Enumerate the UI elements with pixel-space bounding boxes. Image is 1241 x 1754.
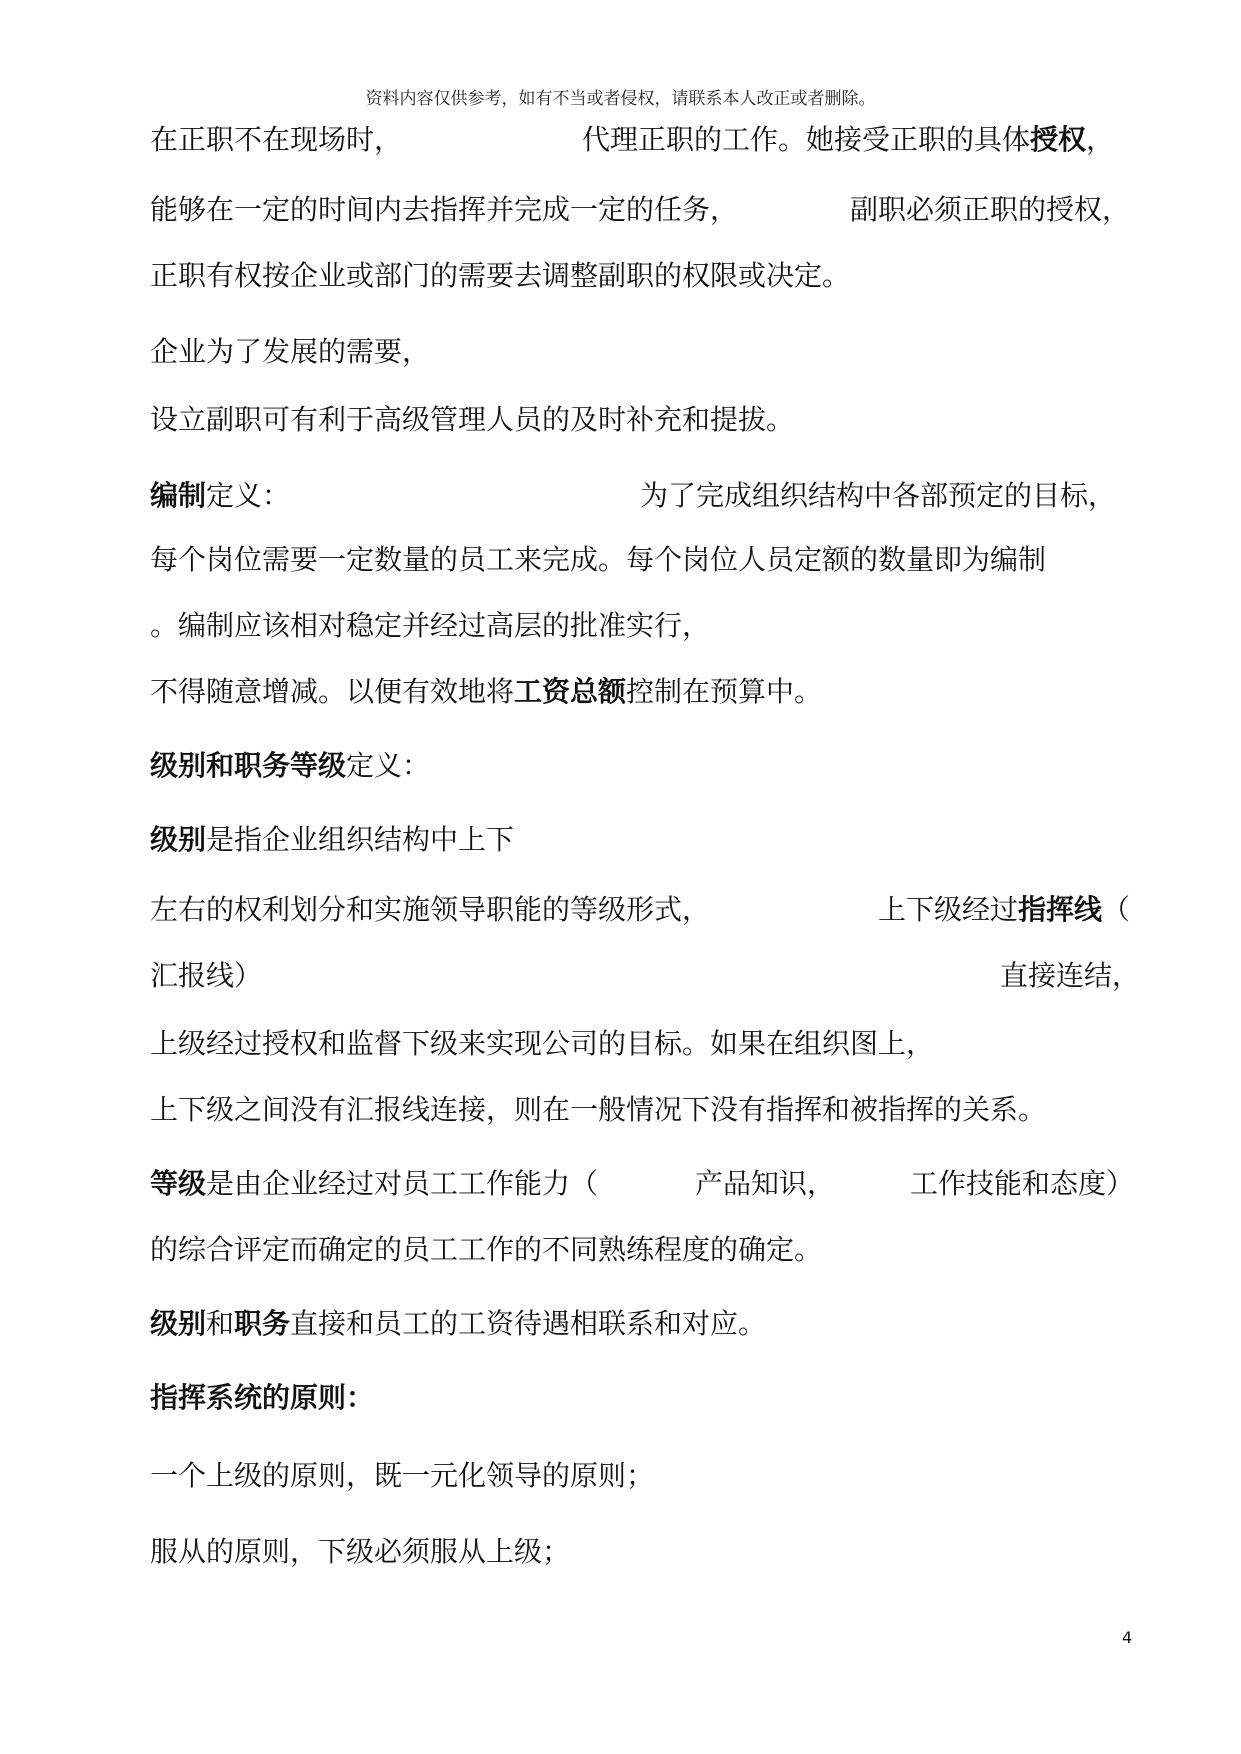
text-span: 汇报线）: [150, 959, 263, 992]
text-span: 是指企业组织结构中上下: [206, 823, 515, 856]
text-span: 左右的权利划分和实施领导职能的等级形式，: [150, 893, 711, 926]
text-span: 代理正职的工作。她接受正职的具体: [582, 123, 1031, 156]
text-line: 每个岗位需要一定数量的员工来完成。每个岗位人员定额的数量即为编制: [150, 543, 1047, 576]
bold-term: 工资总额: [514, 675, 627, 708]
text-line: [150, 956, 1140, 996]
bold-term: 等级: [150, 1167, 207, 1200]
text-span: 不得随意增减。以便有效地将: [150, 675, 515, 708]
text-span: 副职必须正职的授权，: [850, 193, 1131, 226]
text-line: 上级经过授权和监督下级来实现公司的目标。如果在组织图上，: [150, 1027, 935, 1060]
text-line: [150, 672, 1140, 712]
text-line: 。编制应该相对稳定并经过高层的批准实行，: [150, 609, 711, 642]
text-span: [582, 120, 1114, 160]
text-span: 能够在一定的时间内去指挥并完成一定的任务，: [150, 193, 739, 226]
text-line: [150, 746, 1140, 786]
text-line: 的综合评定而确定的员工工作的不同熟练程度的确定。: [150, 1233, 823, 1266]
text-line: [150, 120, 1140, 160]
text-span: 上下级经过: [878, 893, 1019, 926]
text-line: [150, 190, 1140, 230]
text-span: （: [1102, 893, 1131, 926]
text-span: ，: [1086, 123, 1115, 156]
text-span: 直接连结，: [1000, 959, 1141, 992]
bold-term: 级别和职务等级: [150, 749, 347, 782]
text-line: 服从的原则，下级必须服从上级；: [150, 1535, 571, 1568]
bold-term: 级别: [150, 1307, 207, 1340]
text-line: 上下级之间没有汇报线连接，则在一般情况下没有指挥和被指挥的关系。: [150, 1093, 1047, 1126]
text-line: [150, 890, 1140, 930]
text-span: [878, 890, 1130, 930]
text-span: 定义：: [346, 749, 431, 782]
bold-term: 编制: [150, 479, 207, 512]
bold-term: 职务: [234, 1307, 291, 1340]
text-line: 正职有权按企业或部门的需要去调整副职的权限或决定。: [150, 259, 851, 292]
text-line: [150, 476, 1140, 516]
text-line: [150, 1164, 1140, 1204]
text-span: 是由企业经过对员工工作能力（: [206, 1167, 599, 1200]
page-header-disclaimer: 资料内容仅供参考，如有不当或者侵权，请联系本人改正或者删除。: [365, 89, 876, 109]
bold-term: 指挥线: [1018, 893, 1103, 926]
section-heading: 指挥系统的原则：: [150, 1381, 375, 1414]
text-span: 直接和员工的工资待遇相联系和对应。: [290, 1307, 767, 1340]
text-line: 设立副职可有利于高级管理人员的及时补充和提拔。: [150, 403, 795, 436]
text-span: 控制在预算中。: [626, 675, 823, 708]
text-span: 定义：: [206, 479, 291, 512]
bold-term: 授权: [1030, 123, 1087, 156]
text-line: 企业为了发展的需要，: [150, 335, 431, 368]
text-span: 和: [206, 1307, 235, 1340]
text-span: 在正职不在现场时，: [150, 123, 403, 156]
text-span: 为了完成组织结构中各部预定的目标，: [640, 479, 1117, 512]
text-line: [150, 1304, 1140, 1344]
text-span: 工作技能和态度）: [910, 1167, 1135, 1200]
bold-term: 级别: [150, 823, 207, 856]
text-span: 产品知识，: [695, 1167, 836, 1200]
text-line: [150, 1378, 1140, 1418]
text-line: 一个上级的原则，既一元化领导的原则；: [150, 1459, 655, 1492]
page-number: 4: [1122, 1628, 1133, 1647]
text-line: [150, 820, 1140, 860]
